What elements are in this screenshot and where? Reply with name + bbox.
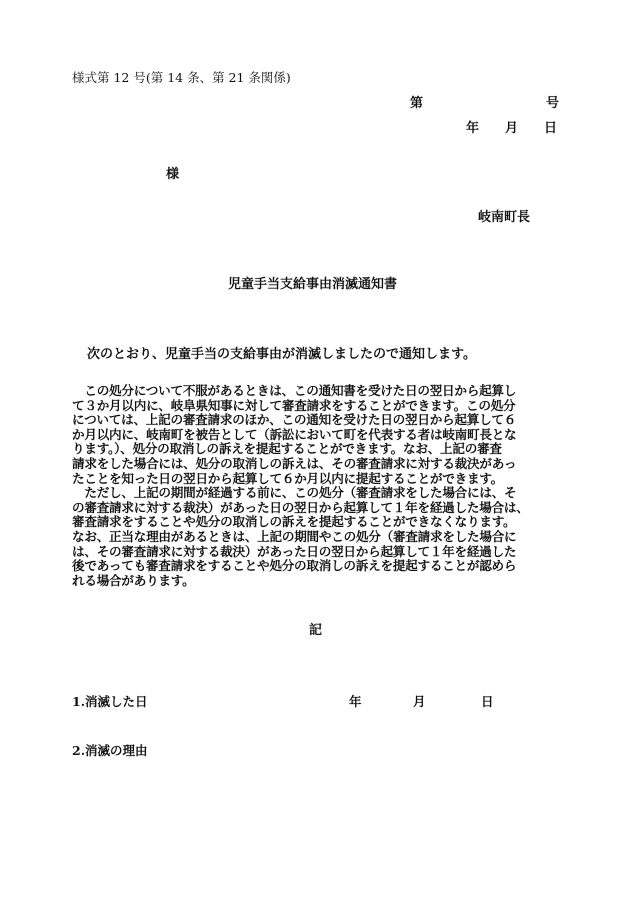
- item-1-month: 月: [413, 694, 426, 709]
- appeal-notice-body: [72, 384, 560, 588]
- form-id: 様式第 12 号(第 14 条、第 21 条関係): [72, 70, 291, 85]
- body-line: か月以内に、岐南町を被告として（訴訟において町を代表する者は岐南町長とな: [72, 427, 517, 442]
- body-line: については、上記の審査請求のほか、この通知を受けた日の翌日から起算して６: [72, 413, 517, 428]
- body-line: なお、正当な理由があるときは、上記の期間やこの処分（審査請求をした場合に: [72, 529, 517, 544]
- body-line: れる場合があります。: [72, 573, 195, 588]
- body-line: 後であっても審査請求をすることや処分の取消しの訴えを提起することが認めら: [72, 559, 517, 574]
- addressee: 様: [166, 167, 180, 182]
- body-line: の審査請求に対する裁決）があった日の翌日から起算して１年を経過した場合は、: [72, 500, 529, 515]
- issuer: 岐南町長: [478, 210, 531, 225]
- issue-date-year: 年: [466, 121, 480, 136]
- issue-date-day: 日: [544, 121, 558, 136]
- body-line: この処分について不服があるときは、この通知書を受けた日の翌日から起算し: [72, 384, 517, 398]
- issue-date: [466, 117, 557, 136]
- document-number-suffix: 号: [546, 96, 560, 111]
- item-1-year: 年: [349, 694, 362, 709]
- body-line: ります。）、処分の取消しの訴えを提起することができます。なお、上記の審査: [72, 442, 502, 457]
- body-line: 請求をした場合には、処分の取消しの訴えは、その審査請求に対する裁決があっ: [72, 456, 517, 471]
- body-line: たことを知った日の翌日から起算して６か月以内に提起することができます。: [72, 471, 504, 486]
- body-line: て３か月以内に、岐阜県知事に対して審査請求をすることができます。この処分: [72, 398, 516, 413]
- document-number-prefix: 第: [410, 96, 424, 111]
- body-line: は、その審査請求に対する裁決）があった日の翌日から起算して１年を経過した: [72, 544, 517, 559]
- issue-date-month: 月: [505, 121, 519, 136]
- body-line: ただし、上記の期間が経過する前に、この処分（審査請求をした場合には、そ: [72, 486, 517, 501]
- item-1-label: 1.消滅した日: [72, 694, 148, 709]
- item-1-day: 日: [481, 694, 494, 709]
- item-2-label: 2.消滅の理由: [72, 743, 148, 758]
- body-line: 審査請求をすることや処分の取消しの訴えを提起することができなくなります。: [72, 515, 516, 530]
- document-title: 児童手当支給事由消滅通知書: [228, 277, 398, 292]
- ki-heading: 記: [309, 623, 323, 638]
- lead-sentence: 次のとおり、児童手当の支給事由が消滅しましたので通知します。: [87, 347, 476, 362]
- item-1-date: [349, 692, 494, 710]
